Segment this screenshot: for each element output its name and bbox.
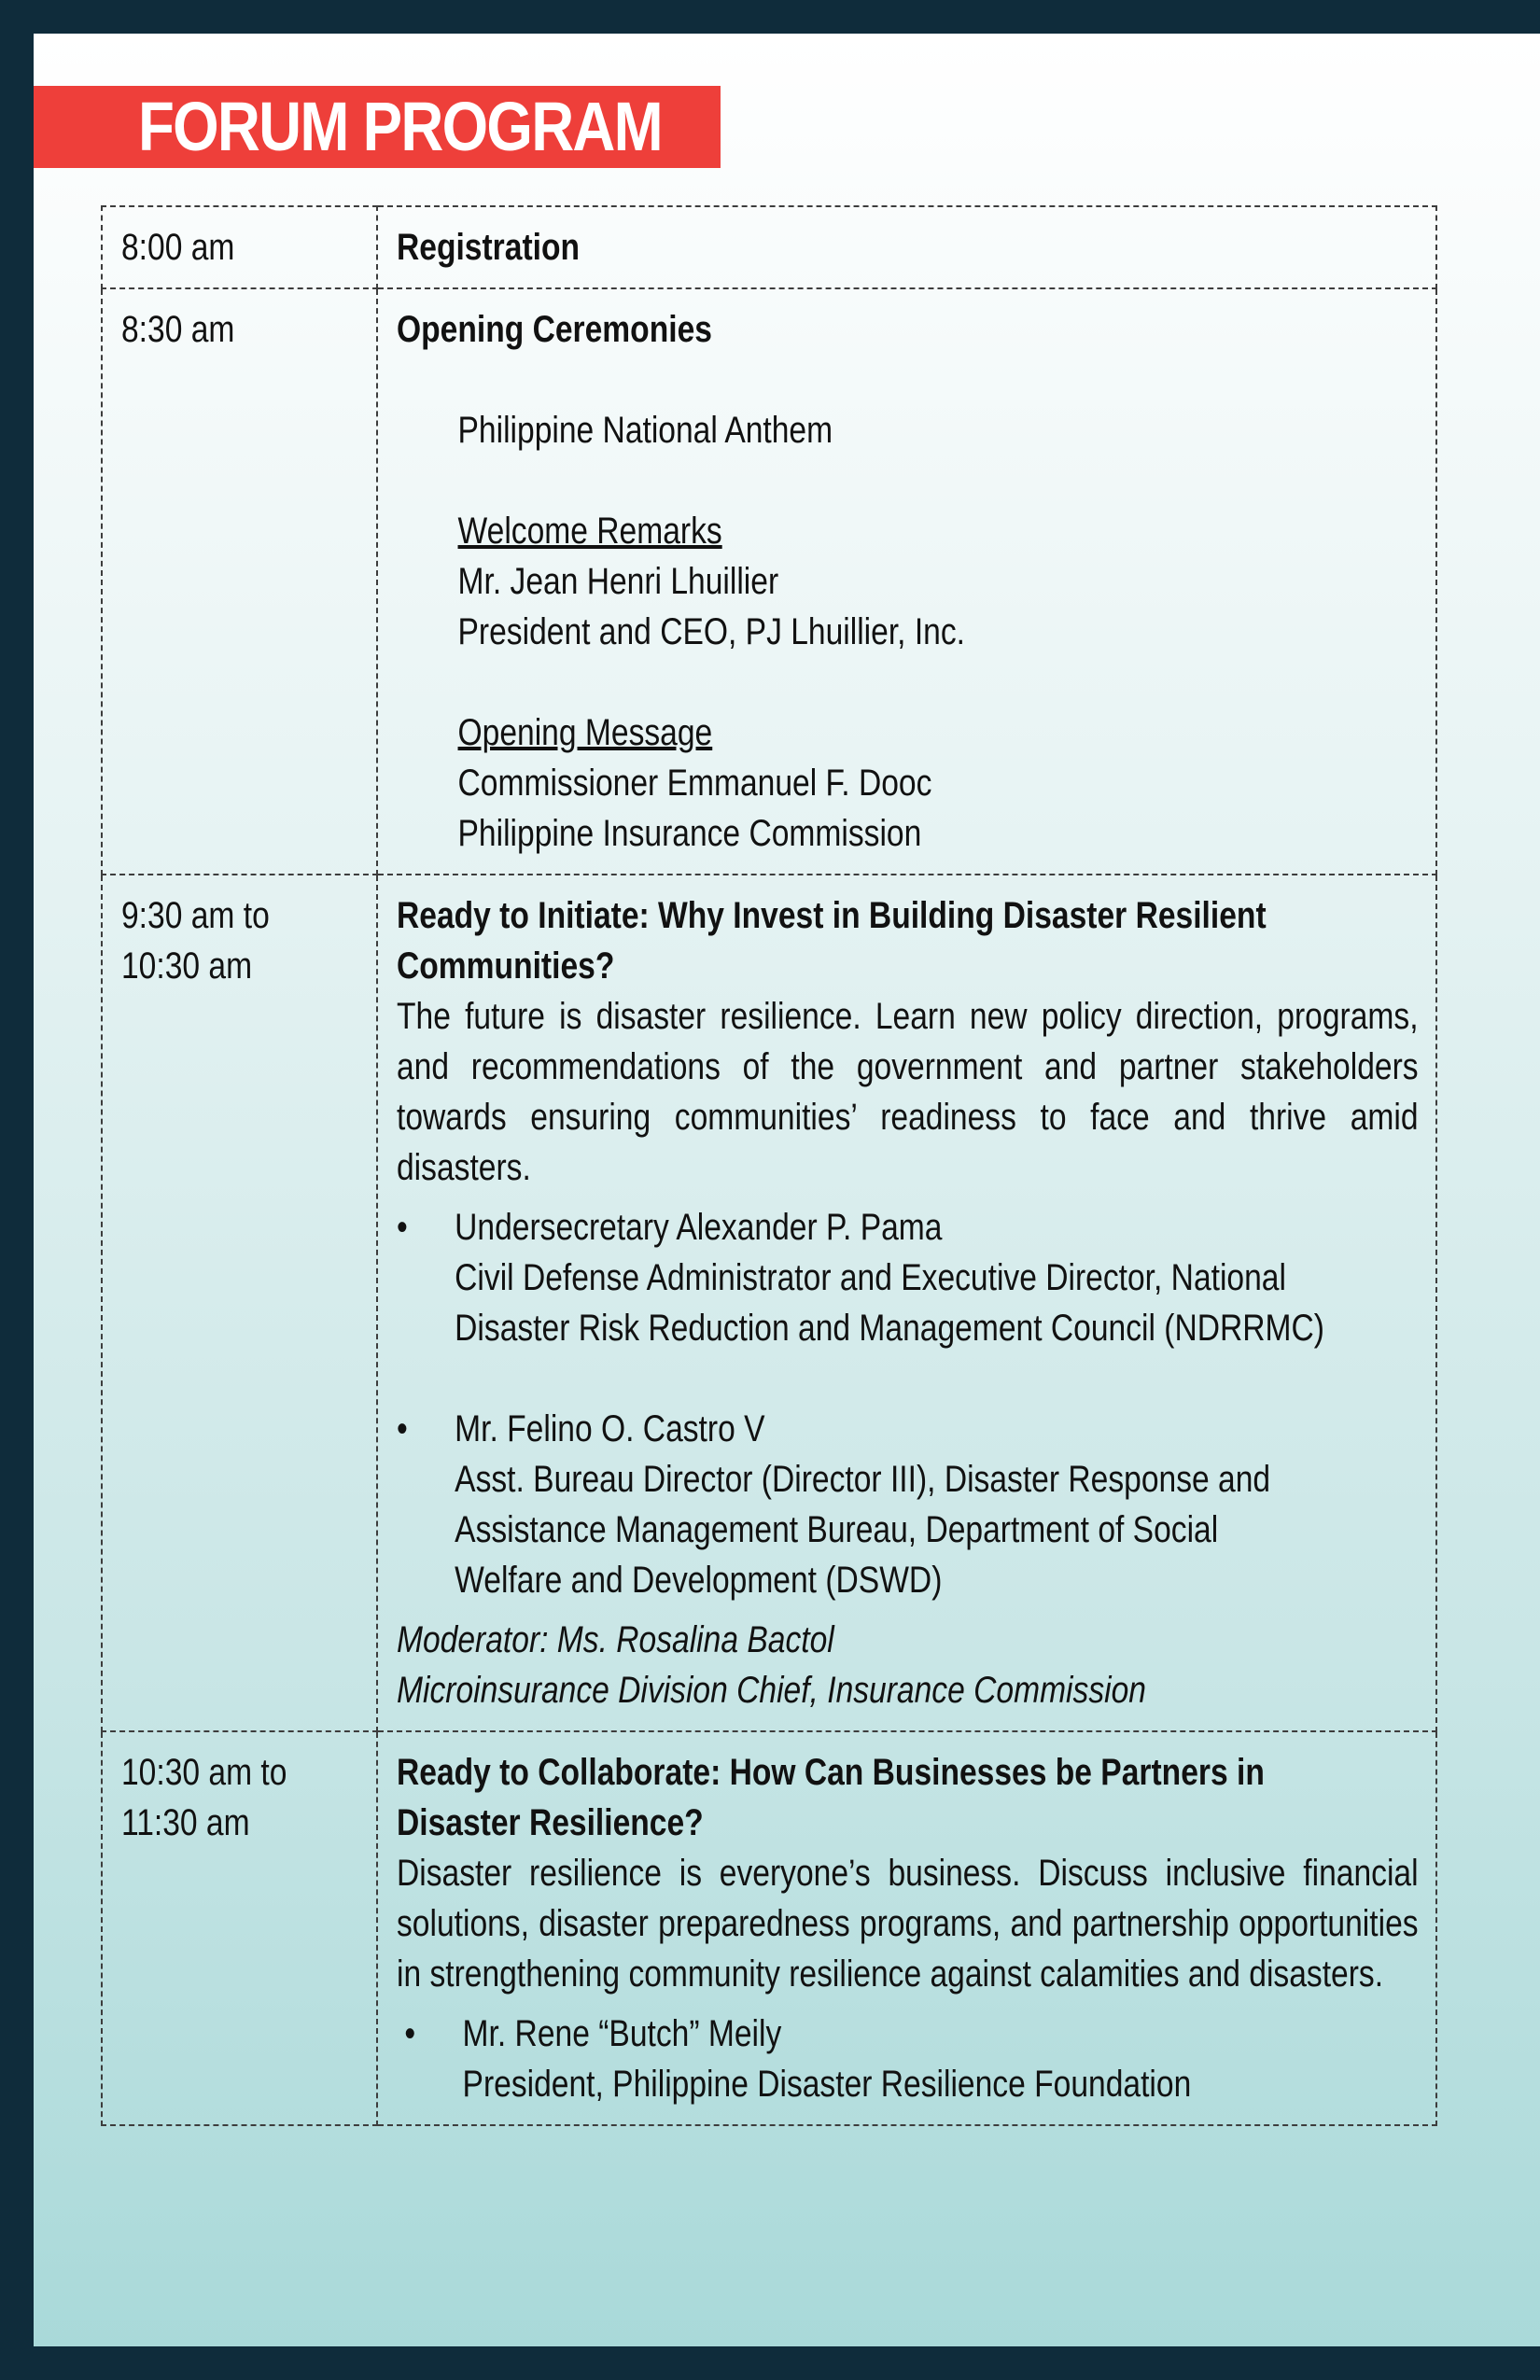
speaker-role: Welfare and Development (DSWD): [455, 1560, 943, 1601]
session-cell: [377, 288, 1436, 875]
table-row: [102, 206, 1436, 288]
session-title-cont: Communities?: [397, 945, 615, 987]
table-row: [102, 288, 1436, 875]
list-item: [397, 1202, 1419, 1353]
bullet-icon: •: [397, 1207, 408, 1248]
time-cell: [102, 288, 377, 875]
moderator-name: Moderator: Ms. Rosalina Bactol: [397, 1619, 834, 1660]
program-page: [34, 34, 1540, 2346]
time-text: 8:00 am: [121, 227, 235, 268]
opening-label: Opening Message: [457, 712, 713, 753]
list-item: [397, 2009, 1419, 2109]
session-title: Registration: [397, 227, 581, 268]
time-end: 10:30 am: [121, 945, 253, 987]
program-table: [101, 205, 1437, 2126]
moderator-role: Microinsurance Division Chief, Insurance Commission: [397, 1670, 1146, 1711]
speaker-name: Mr. Felino O. Castro V: [455, 1408, 765, 1449]
welcome-label: Welcome Remarks: [457, 511, 722, 552]
session-title: Ready to Collaborate: How Can Businesses be Partners in: [397, 1752, 1265, 1793]
opening-speaker: Commissioner Emmanuel F. Dooc: [457, 763, 932, 804]
bullet-icon: •: [397, 1408, 408, 1449]
speaker-role: Assistance Management Bureau, Department of Social: [455, 1509, 1219, 1550]
time-start: 10:30 am to: [121, 1752, 287, 1793]
anthem-text: Philippine National Anthem: [457, 410, 833, 451]
speaker-name: Mr. Rene “Butch” Meily: [462, 2013, 782, 2054]
list-item: [397, 1404, 1419, 1605]
session-title: Opening Ceremonies: [397, 309, 712, 350]
speaker-role: Asst. Bureau Director (Director III), Disaster Response and: [455, 1459, 1271, 1500]
table-row: [102, 1731, 1436, 2125]
session-description: The future is disaster resilience. Learn new policy direction, programs, and recommendations of the government and partner stakeholders towards ensuring communities’ readiness to face and thrive amid disasters.: [397, 996, 1419, 1188]
time-cell: [102, 875, 377, 1731]
bullet-icon: •: [404, 2013, 416, 2054]
welcome-speaker: Mr. Jean Henri Lhuillier: [457, 561, 779, 602]
time-text: 8:30 am: [121, 309, 235, 350]
session-cell: [377, 875, 1436, 1731]
page-title: FORUM PROGRAM: [138, 88, 662, 165]
session-description: Disaster resilience is everyone’s business. Discuss inclusive financial solutions, disaster preparedness programs, and partnership opportunities in strengthening community resilience against calamities and disasters.: [397, 1853, 1419, 1995]
opening-speaker-role: Philippine Insurance Commission: [457, 813, 922, 854]
table-row: [102, 875, 1436, 1731]
session-title-cont: Disaster Resilience?: [397, 1802, 704, 1843]
session-title: Ready to Initiate: Why Invest in Building Disaster Resilient: [397, 895, 1267, 936]
title-banner: [34, 86, 721, 168]
speaker-role: Disaster Risk Reduction and Management Council (NDRRMC): [455, 1308, 1324, 1349]
speaker-role: Civil Defense Administrator and Executive Director, National: [455, 1257, 1286, 1298]
session-cell: [377, 206, 1436, 288]
speaker-name: Undersecretary Alexander P. Pama: [455, 1207, 943, 1248]
speaker-role: President, Philippine Disaster Resilience Foundation: [462, 2064, 1192, 2105]
time-end: 11:30 am: [121, 1802, 250, 1843]
time-cell: [102, 206, 377, 288]
time-cell: [102, 1731, 377, 2125]
session-cell: [377, 1731, 1436, 2125]
time-start: 9:30 am to: [121, 895, 270, 936]
welcome-speaker-role: President and CEO, PJ Lhuillier, Inc.: [457, 611, 965, 652]
